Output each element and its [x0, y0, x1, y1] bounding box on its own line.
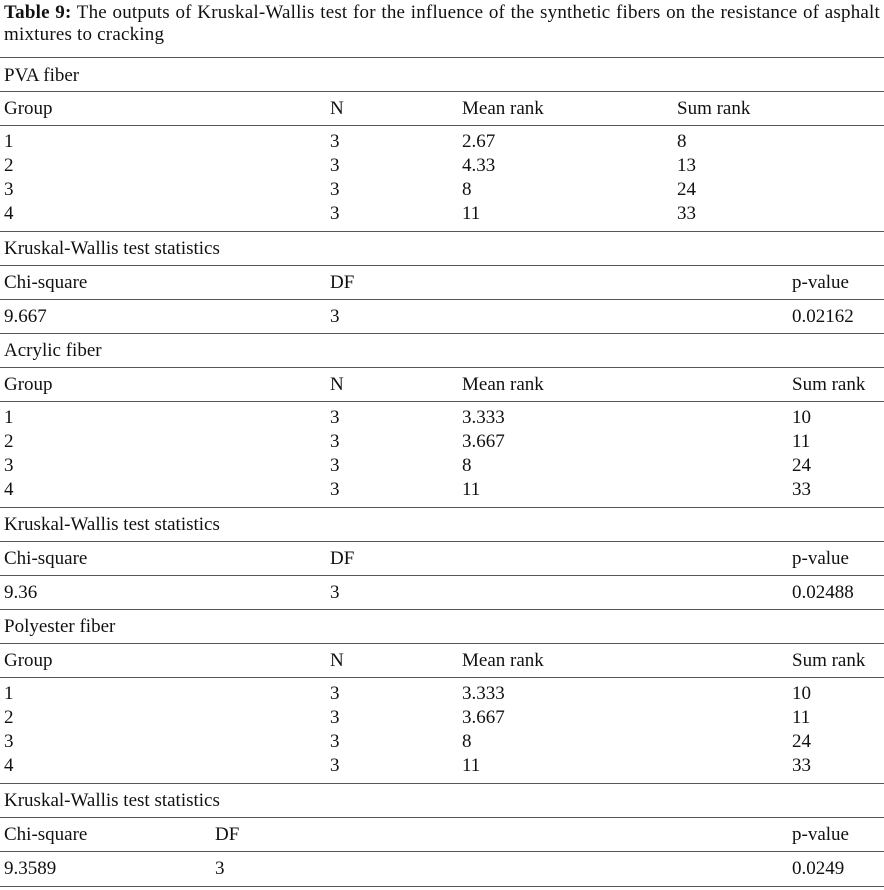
cell-mean-rank: 11 — [462, 755, 481, 776]
cell-sum-rank: 24 — [792, 455, 811, 476]
cell-group: 2 — [4, 707, 14, 728]
cell-sum-rank: 24 — [792, 731, 811, 752]
cell-sum-rank: 10 — [792, 407, 811, 428]
table-caption — [4, 2, 880, 46]
header-n: N — [330, 98, 344, 119]
cell-sum-rank: 11 — [792, 707, 811, 728]
cell-sum-rank: 33 — [792, 479, 811, 500]
header-n: N — [330, 374, 344, 395]
table-rule — [0, 575, 884, 576]
table-rule — [0, 886, 884, 887]
header-p-value: p-value — [792, 824, 849, 845]
cell-n: 3 — [330, 455, 340, 476]
cell-mean-rank: 3.667 — [462, 707, 505, 728]
table-rule — [0, 541, 884, 542]
cell-chi-square: 9.667 — [4, 306, 47, 327]
header-p-value: p-value — [792, 272, 849, 293]
cell-sum-rank: 24 — [677, 179, 696, 200]
cell-p-value: 0.02488 — [792, 582, 854, 603]
cell-n: 3 — [330, 407, 340, 428]
cell-mean-rank: 11 — [462, 479, 481, 500]
table-rule — [0, 91, 884, 92]
header-chi-square: Chi-square — [4, 272, 88, 293]
table-rule — [0, 817, 884, 818]
cell-group: 3 — [4, 731, 14, 752]
header-sum-rank: Sum rank — [677, 98, 751, 119]
stats-title: Kruskal-Wallis test statistics — [4, 790, 220, 811]
table-rule — [0, 783, 884, 784]
cell-sum-rank: 33 — [792, 755, 811, 776]
cell-group: 2 — [4, 431, 14, 452]
table-rule — [0, 507, 884, 508]
section-title: Polyester fiber — [4, 616, 116, 637]
cell-group: 3 — [4, 455, 14, 476]
header-df: DF — [330, 548, 355, 569]
cell-n: 3 — [330, 155, 340, 176]
cell-n: 3 — [330, 755, 340, 776]
cell-group: 3 — [4, 179, 14, 200]
stats-title: Kruskal-Wallis test statistics — [4, 514, 220, 535]
cell-n: 3 — [330, 731, 340, 752]
cell-group: 1 — [4, 131, 14, 152]
cell-n: 3 — [330, 203, 340, 224]
cell-mean-rank: 3.667 — [462, 431, 505, 452]
header-mean-rank: Mean rank — [462, 650, 544, 671]
table-rule — [0, 265, 884, 266]
header-mean-rank: Mean rank — [462, 374, 544, 395]
table-rule — [0, 677, 884, 678]
cell-group: 4 — [4, 203, 14, 224]
cell-group: 1 — [4, 407, 14, 428]
header-group: Group — [4, 650, 53, 671]
cell-n: 3 — [330, 131, 340, 152]
header-n: N — [330, 650, 344, 671]
header-chi-square: Chi-square — [4, 824, 88, 845]
cell-group: 2 — [4, 155, 14, 176]
cell-sum-rank: 13 — [677, 155, 696, 176]
table-rule — [0, 609, 884, 610]
cell-mean-rank: 3.333 — [462, 683, 505, 704]
cell-n: 3 — [330, 431, 340, 452]
cell-p-value: 0.0249 — [792, 858, 845, 879]
header-sum-rank: Sum rank — [792, 374, 866, 395]
cell-sum-rank: 10 — [792, 683, 811, 704]
cell-sum-rank: 8 — [677, 131, 687, 152]
section-title: PVA fiber — [4, 65, 80, 86]
cell-chi-square: 9.36 — [4, 582, 38, 603]
header-df: DF — [215, 824, 240, 845]
cell-mean-rank: 2.67 — [462, 131, 496, 152]
cell-n: 3 — [330, 707, 340, 728]
cell-group: 4 — [4, 479, 14, 500]
cell-sum-rank: 11 — [792, 431, 811, 452]
cell-group: 1 — [4, 683, 14, 704]
cell-n: 3 — [330, 179, 340, 200]
cell-mean-rank: 8 — [462, 455, 472, 476]
header-mean-rank: Mean rank — [462, 98, 544, 119]
cell-mean-rank: 4.33 — [462, 155, 496, 176]
cell-df: 3 — [330, 306, 340, 327]
cell-group: 4 — [4, 755, 14, 776]
table-rule — [0, 125, 884, 126]
header-group: Group — [4, 374, 53, 395]
header-sum-rank: Sum rank — [792, 650, 866, 671]
caption-label: Table 9: — [4, 2, 72, 23]
table-rule — [0, 851, 884, 852]
table-rule — [0, 401, 884, 402]
caption-text: The outputs of Kruskal-Wallis test for the influence of the synthetic fibers on the resistance of asphalt mixtures to cracking — [4, 2, 880, 45]
cell-mean-rank: 11 — [462, 203, 481, 224]
cell-mean-rank: 8 — [462, 179, 472, 200]
cell-mean-rank: 8 — [462, 731, 472, 752]
cell-p-value: 0.02162 — [792, 306, 854, 327]
cell-mean-rank: 3.333 — [462, 407, 505, 428]
table-rule — [0, 57, 884, 58]
stats-title: Kruskal-Wallis test statistics — [4, 238, 220, 259]
table-rule — [0, 333, 884, 334]
section-title: Acrylic fiber — [4, 340, 102, 361]
table-rule — [0, 643, 884, 644]
table-rule — [0, 367, 884, 368]
header-p-value: p-value — [792, 548, 849, 569]
cell-n: 3 — [330, 479, 340, 500]
header-chi-square: Chi-square — [4, 548, 88, 569]
header-group: Group — [4, 98, 53, 119]
header-df: DF — [330, 272, 355, 293]
cell-chi-square: 9.3589 — [4, 858, 57, 879]
table-rule — [0, 231, 884, 232]
cell-df: 3 — [215, 858, 225, 879]
table-rule — [0, 299, 884, 300]
cell-n: 3 — [330, 683, 340, 704]
cell-df: 3 — [330, 582, 340, 603]
cell-sum-rank: 33 — [677, 203, 696, 224]
